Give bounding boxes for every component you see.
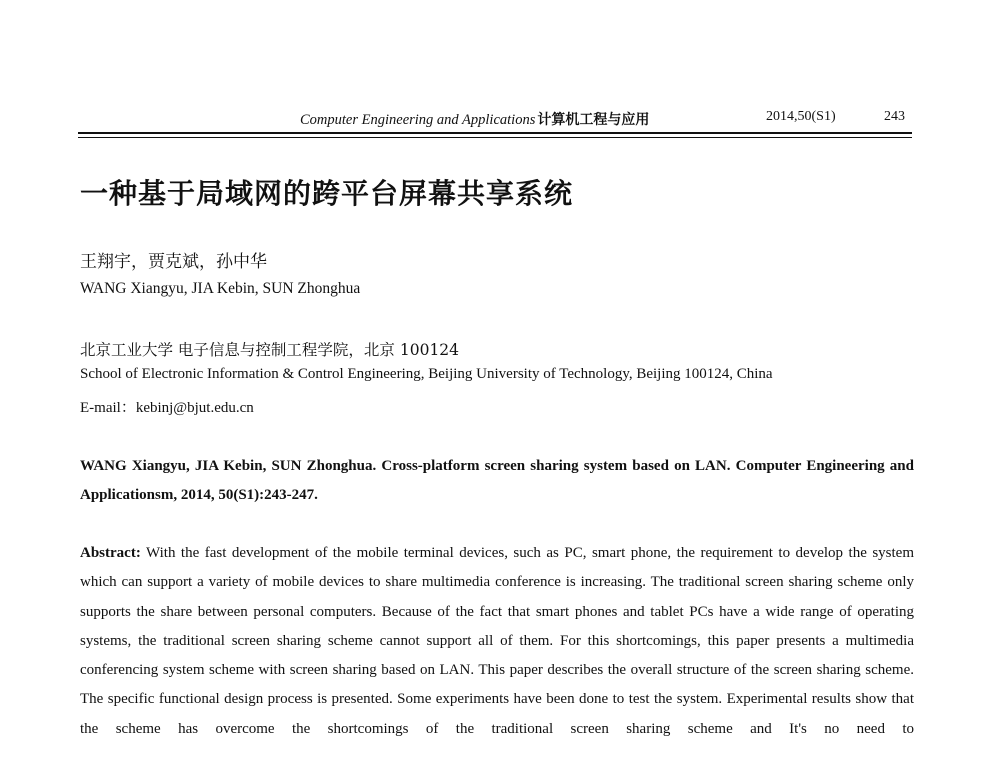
affiliation-chinese: 北京工业大学 电子信息与控制工程学院，北京 100124 (80, 341, 460, 359)
volume-issue: 2014,50(S1) (766, 109, 836, 124)
header-rule-thin (78, 137, 912, 138)
journal-name-en: Computer Engineering and Applications (300, 112, 536, 128)
abstract (80, 539, 914, 744)
journal-name-cn: 计算机工程与应用 (537, 112, 650, 128)
affiliation-english: School of Electronic Information & Control Engineering, Beijing University of Technology, Beijing 100124, China (80, 366, 773, 382)
journal-name (300, 109, 649, 129)
abstract-label: Abstract: (80, 545, 141, 561)
authors-english: WANG Xiangyu, JIA Kebin, SUN Zhonghua (80, 280, 361, 297)
running-header (78, 108, 912, 130)
email-address: E-mail：kebinj@bjut.edu.cn (80, 400, 254, 416)
header-rule-thick (78, 132, 912, 134)
page-number: 243 (884, 109, 905, 124)
abstract-text: With the fast development of the mobile terminal devices, such as PC, smart phone, the requirement to develop the system which can support a variety of mobile devices to share multimedia conference is increasing. The traditional screen sharing scheme only supports the share between personal computers. Because of the fact that smart phones and tablet PCs have a wide range of operating systems, the traditional screen sharing scheme cannot support all of them. For this shortcomings, this paper presents a multimedia conferencing system scheme with screen sharing based on LAN. This paper describes the overall structure of the screen sharing scheme. The specific functional design process is presented. Some experiments have been done to test the system. Experimental results show that the scheme has overcome the shortcomings of the traditional screen sharing scheme and It's no need to (80, 545, 914, 737)
paper-title: 一种基于局域网的跨平台屏幕共享系统 (80, 177, 574, 210)
authors-chinese: 王翔宇，贾克斌，孙中华 (80, 252, 267, 272)
citation: WANG Xiangyu, JIA Kebin, SUN Zhonghua. Cross-platform screen sharing system based on LAN. Computer Engineering and Applicationsm, 2014, 50(S1):243-247. (80, 458, 914, 503)
